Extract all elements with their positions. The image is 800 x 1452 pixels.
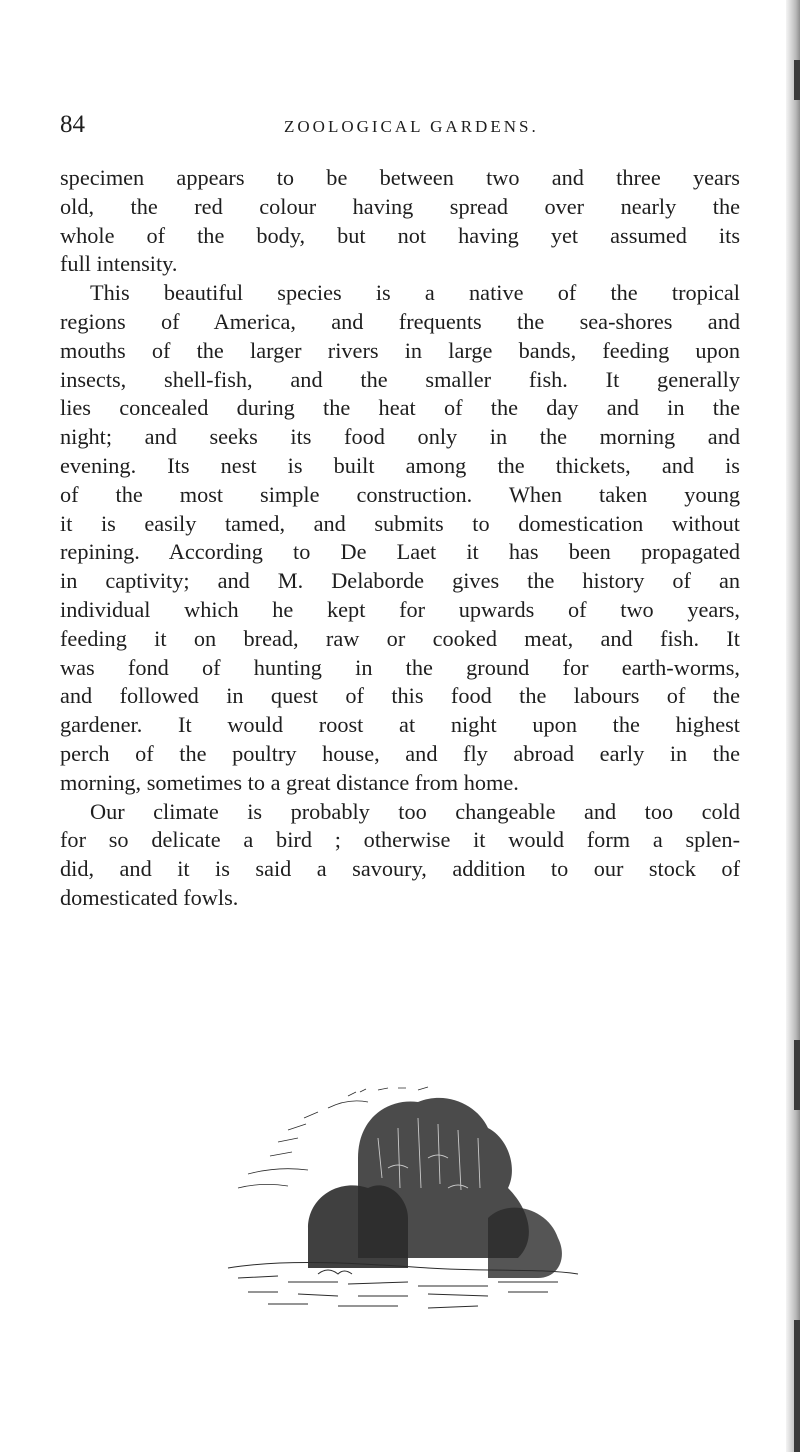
page-number: 84 bbox=[60, 111, 85, 138]
running-title: ZOOLOGICAL GARDENS. bbox=[284, 117, 539, 136]
text-line: lies concealed during the heat of the day and in the bbox=[60, 395, 740, 421]
text-line: whole of the body, but not having yet assumed its bbox=[60, 222, 740, 248]
body-text bbox=[60, 164, 740, 913]
text-line: mouths of the larger rivers in large bands, feeding upon bbox=[60, 337, 740, 363]
text-line: insects, shell-fish, and the smaller fish. It generally bbox=[60, 366, 740, 392]
text-line: repining. According to De Laet it has been propagated bbox=[60, 539, 740, 565]
page-edge-shadow bbox=[786, 0, 800, 1452]
running-head bbox=[60, 109, 740, 149]
text-line: did, and it is said a savoury, addition to our stock of bbox=[60, 856, 740, 882]
text-line: feeding it on bread, raw or cooked meat, and fish. It bbox=[60, 625, 740, 651]
page-edge-mark bbox=[794, 1040, 800, 1110]
text-line: full intensity. bbox=[60, 251, 178, 277]
text-line: specimen appears to be between two and three years bbox=[60, 165, 740, 190]
text-line: perch of the poultry house, and fly abroad early in the bbox=[60, 740, 740, 766]
text-line: was fond of hunting in the ground for earth-worms, bbox=[60, 654, 740, 680]
text-line: individual which he kept for upwards of two years, bbox=[60, 596, 740, 622]
text-line: in captivity; and M. Delaborde gives the history of an bbox=[60, 568, 740, 594]
text-line: Our climate is probably too changeable and too cold bbox=[90, 798, 740, 824]
page-edge-mark bbox=[794, 60, 800, 100]
text-line: domesticated fowls. bbox=[60, 884, 239, 910]
landscape-vignette-icon bbox=[208, 1078, 594, 1318]
text-line: it is easily tamed, and submits to domestication without bbox=[60, 510, 740, 536]
text-line: gardener. It would roost at night upon the highest bbox=[60, 712, 740, 738]
page-edge-mark bbox=[794, 1320, 800, 1452]
text-line: for so delicate a bird ; otherwise it would form a splen- bbox=[60, 827, 740, 853]
text-line: and followed in quest of this food the labours of the bbox=[60, 683, 740, 709]
text-line: evening. Its nest is built among the thickets, and is bbox=[60, 452, 740, 478]
text-line: of the most simple construction. When taken young bbox=[60, 481, 740, 507]
text-line: regions of America, and frequents the sea-shores and bbox=[60, 308, 740, 334]
text-line: morning, sometimes to a great distance from home. bbox=[60, 769, 519, 795]
text-line: old, the red colour having spread over nearly the bbox=[60, 193, 740, 219]
text-line: This beautiful species is a native of the tropical bbox=[90, 280, 740, 306]
text-line: night; and seeks its food only in the morning and bbox=[60, 424, 740, 450]
